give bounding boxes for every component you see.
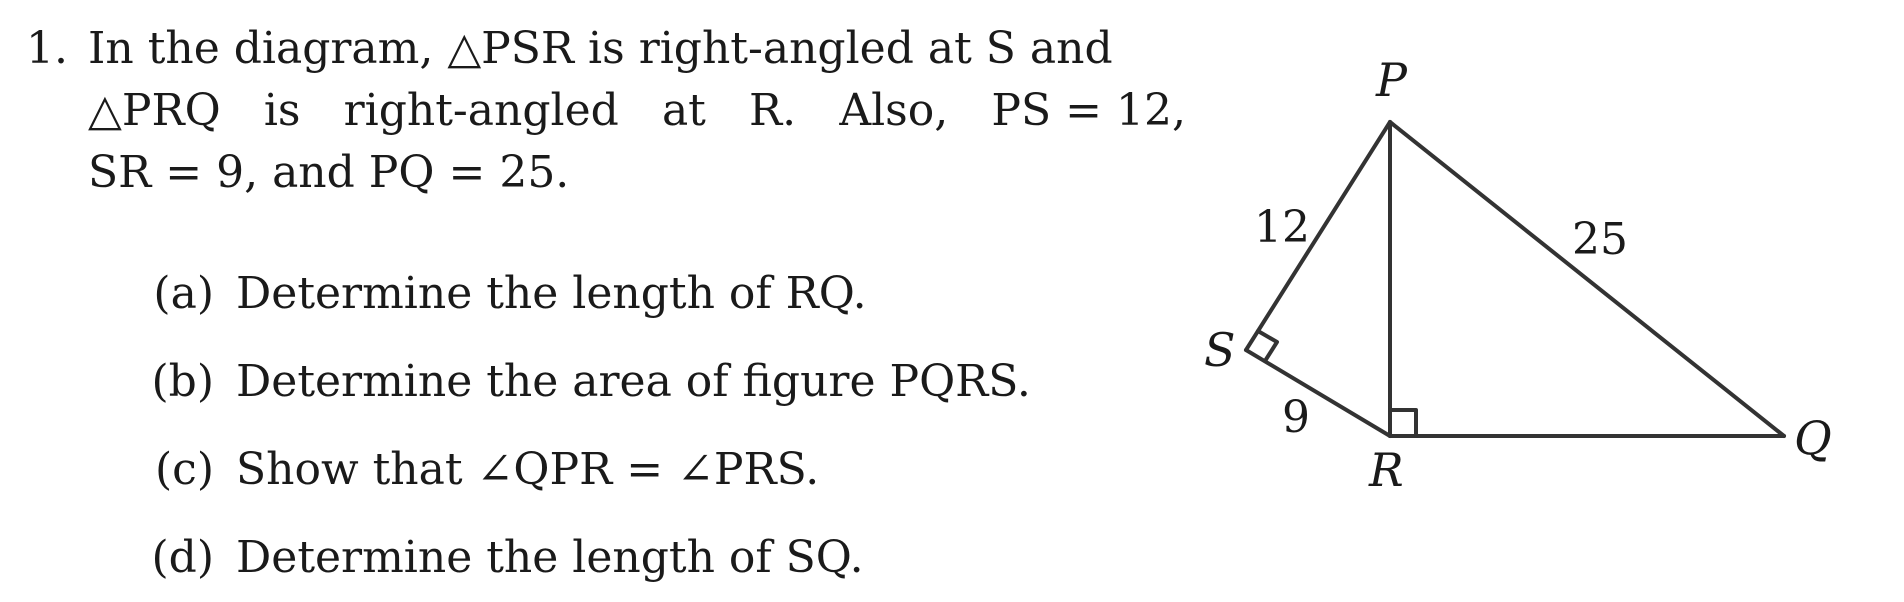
statement-word: R. — [749, 85, 797, 136]
part-text: Determine the length of RQ. — [236, 268, 867, 319]
side-label-sr: 9 — [1282, 392, 1310, 443]
statement-text: In the diagram, △PSR is right-angled at S and — [88, 23, 1113, 74]
vertex-label-s: S — [1204, 323, 1236, 377]
vertex-label-r: R — [1369, 443, 1404, 497]
problem-number: 1. — [26, 23, 68, 74]
diagram-canvas — [1176, 40, 1856, 510]
statement-word: at — [661, 85, 706, 136]
problem-statement — [88, 18, 1186, 204]
part-a — [124, 250, 1084, 338]
side-label-ps: 12 — [1254, 202, 1310, 253]
part-text: Determine the length of SQ. — [236, 532, 864, 583]
statement-word: △PRQ — [88, 85, 221, 136]
vertex-label-q: Q — [1794, 411, 1832, 465]
right-angle-marker-s — [1258, 331, 1277, 361]
part-d — [124, 514, 1084, 602]
segment-sr — [1246, 350, 1390, 436]
statement-line-2 — [88, 80, 1186, 142]
statement-line-3 — [88, 142, 1186, 204]
segment-pq — [1390, 122, 1784, 436]
statement-text: SR = 9, and PQ = 25. — [88, 147, 570, 198]
vertex-label-p: P — [1376, 53, 1407, 107]
part-text: Determine the area of figure PQRS. — [236, 356, 1031, 407]
problem-parts — [124, 250, 1084, 602]
statement-word: right-angled — [343, 85, 619, 136]
statement-word: Also, — [839, 85, 949, 136]
part-text: Show that ∠QPR = ∠PRS. — [236, 444, 820, 495]
part-b — [124, 338, 1084, 426]
statement-word: PS = 12, — [991, 85, 1186, 136]
statement-word: is — [263, 85, 301, 136]
triangle-diagram — [1176, 40, 1856, 514]
part-label: (c) — [155, 444, 214, 495]
statement-line-1 — [88, 18, 1186, 80]
part-label: (b) — [151, 356, 214, 407]
side-label-pq: 25 — [1572, 214, 1628, 265]
part-label: (d) — [151, 532, 214, 583]
part-c — [124, 426, 1084, 514]
part-label: (a) — [153, 268, 214, 319]
right-angle-marker-r — [1390, 410, 1416, 436]
